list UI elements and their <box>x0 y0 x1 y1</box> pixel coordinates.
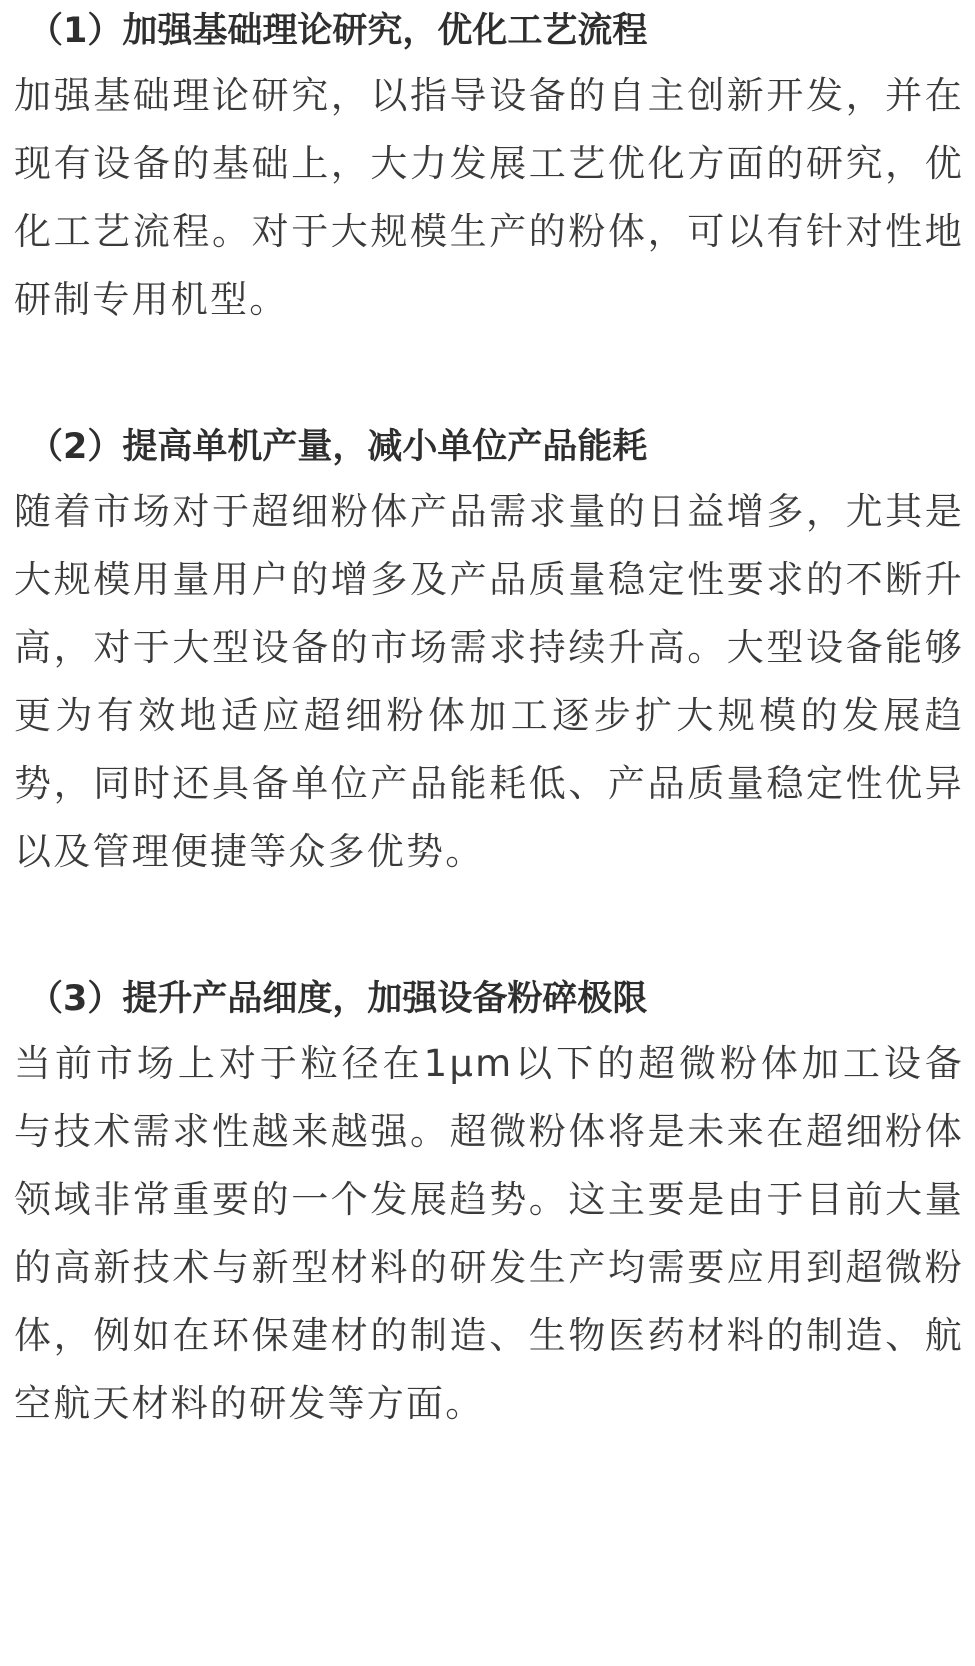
section-3-heading: （3）提升产品细度，加强设备粉碎极限 <box>28 979 648 1019</box>
section-2-heading: （2）提高单机产量，减小单位产品能耗 <box>28 427 648 467</box>
section-3-paragraph: 当前市场上对于粒径在1μm以下的超微粉体加工设备与技术需求性越来越强。超微粉体将是未来在超细粉体领域非常重要的一个发展趋势。这主要是由于目前大量的高新技术与新型材料的研发生产均需要应用到超微粉体，例如在环保建材的制造、生物医药材料的制造、航空航天材料的研发等方面。 <box>14 1042 964 1425</box>
section-1-heading: （1）加强基础理论研究，优化工艺流程 <box>28 11 648 51</box>
article-content <box>14 0 964 1438</box>
section-1-paragraph: 加强基础理论研究，以指导设备的自主创新开发，并在现有设备的基础上，大力发展工艺优化方面的研究，优化工艺流程。对于大规模生产的粉体，可以有针对性地研制专用机型。 <box>14 74 964 321</box>
section-3 <box>14 968 964 1438</box>
section-spacer <box>14 886 964 968</box>
section-2-paragraph: 随着市场对于超细粉体产品需求量的日益增多，尤其是大规模用量用户的增多及产品质量稳定性要求的不断升高，对于大型设备的市场需求持续升高。大型设备能够更为有效地适应超细粉体加工逐步扩大规模的发展趋势，同时还具备单位产品能耗低、产品质量稳定性优异以及管理便捷等众多优势。 <box>14 490 964 873</box>
section-1 <box>14 0 964 334</box>
section-2 <box>14 416 964 886</box>
section-spacer <box>14 334 964 416</box>
